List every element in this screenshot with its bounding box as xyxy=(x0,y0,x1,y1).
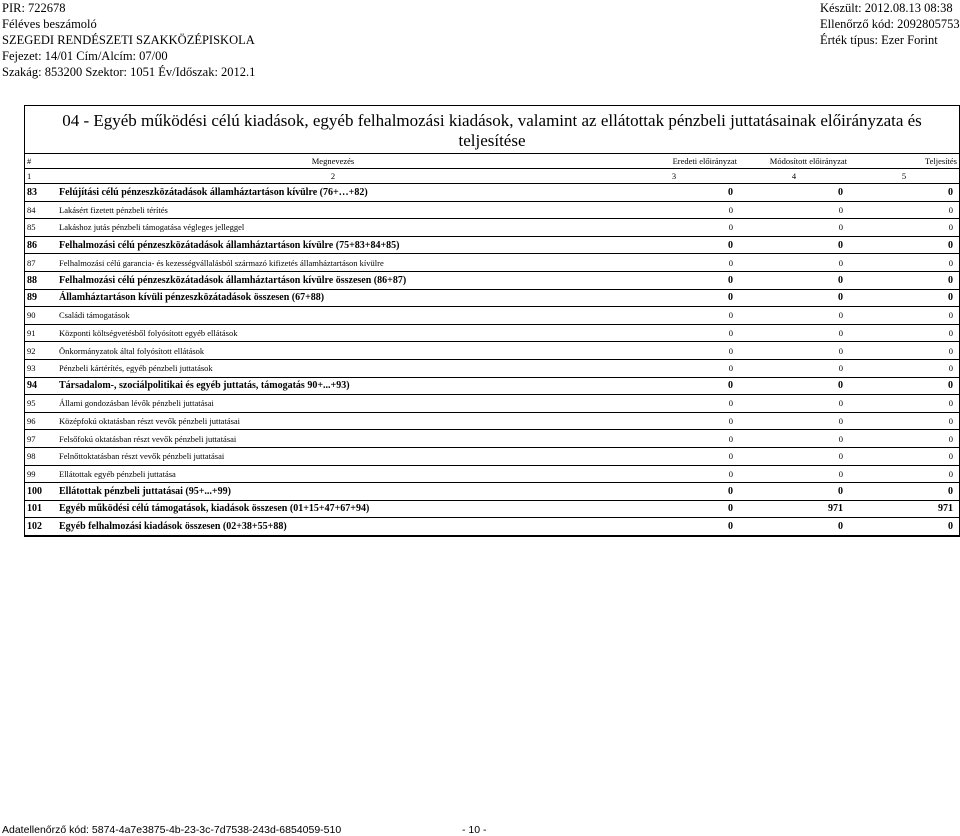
footer-check-code: Adatellenőrző kód: 5874-4a7e3875-4b-23-3c-7d7538-243d-6854059-510 xyxy=(2,824,342,836)
row-number: 91 xyxy=(25,324,57,342)
row-modified: 0 xyxy=(739,342,849,360)
table-row xyxy=(25,289,959,307)
row-completion: 0 xyxy=(849,342,959,360)
row-number: 89 xyxy=(25,289,57,307)
row-name: Lakáshoz jutás pénzbeli támogatása végleges jelleggel xyxy=(57,219,609,237)
header-report-type: Féléves beszámoló xyxy=(2,17,97,31)
row-name: Egyéb működési célú támogatások, kiadások összesen (01+15+47+67+94) xyxy=(57,500,609,518)
row-modified: 0 xyxy=(739,219,849,237)
table-row xyxy=(25,412,959,430)
row-modified: 0 xyxy=(739,201,849,219)
row-name: Felhalmozási célú garancia- és kezességvállalásból származó kifizetés államháztartáson kívülre xyxy=(57,254,609,272)
col-number-1: 1 xyxy=(25,169,57,184)
table-row xyxy=(25,395,959,413)
header-pir: PIR: 722678 xyxy=(2,1,66,15)
table-row xyxy=(25,219,959,237)
row-number: 92 xyxy=(25,342,57,360)
row-original: 0 xyxy=(609,359,739,377)
col-number-3: 3 xyxy=(609,169,739,184)
row-modified: 0 xyxy=(739,307,849,325)
row-name: Felújítási célú pénzeszközátadások államháztartáson kívülre (76+…+82) xyxy=(57,184,609,202)
row-modified: 0 xyxy=(739,254,849,272)
row-completion: 0 xyxy=(849,465,959,483)
row-number: 96 xyxy=(25,412,57,430)
row-completion: 0 xyxy=(849,307,959,325)
row-original: 0 xyxy=(609,236,739,254)
row-name: Központi költségvetésből folyósított egyéb ellátások xyxy=(57,324,609,342)
row-number: 100 xyxy=(25,483,57,501)
row-original: 0 xyxy=(609,307,739,325)
row-original: 0 xyxy=(609,465,739,483)
row-name: Államháztartáson kívüli pénzeszközátadások összesen (67+88) xyxy=(57,289,609,307)
row-original: 0 xyxy=(609,184,739,202)
row-completion: 0 xyxy=(849,518,959,536)
table-row xyxy=(25,465,959,483)
table-row xyxy=(25,201,959,219)
row-name: Középfokú oktatásban részt vevők pénzbeli juttatásai xyxy=(57,412,609,430)
table-row xyxy=(25,324,959,342)
row-completion: 0 xyxy=(849,324,959,342)
row-modified: 0 xyxy=(739,465,849,483)
row-original: 0 xyxy=(609,412,739,430)
row-name: Egyéb felhalmozási kiadások összesen (02+38+55+88) xyxy=(57,518,609,536)
col-number-4: 4 xyxy=(739,169,849,184)
row-number: 95 xyxy=(25,395,57,413)
row-modified: 971 xyxy=(739,500,849,518)
row-completion: 0 xyxy=(849,236,959,254)
row-completion: 0 xyxy=(849,377,959,395)
table-row xyxy=(25,430,959,448)
row-modified: 0 xyxy=(739,412,849,430)
row-number: 101 xyxy=(25,500,57,518)
row-completion: 971 xyxy=(849,500,959,518)
row-modified: 0 xyxy=(739,430,849,448)
row-modified: 0 xyxy=(739,289,849,307)
row-modified: 0 xyxy=(739,395,849,413)
row-modified: 0 xyxy=(739,236,849,254)
row-completion: 0 xyxy=(849,395,959,413)
row-name: Társadalom-, szociálpolitikai és egyéb juttatás, támogatás 90+...+93) xyxy=(57,377,609,395)
row-original: 0 xyxy=(609,430,739,448)
row-original: 0 xyxy=(609,201,739,219)
row-completion: 0 xyxy=(849,219,959,237)
row-number: 99 xyxy=(25,465,57,483)
column-number-row xyxy=(25,169,959,184)
header-institution: SZEGEDI RENDÉSZETI SZAKKÖZÉPISKOLA xyxy=(2,33,255,47)
table-row xyxy=(25,359,959,377)
row-completion: 0 xyxy=(849,483,959,501)
row-modified: 0 xyxy=(739,359,849,377)
row-completion: 0 xyxy=(849,430,959,448)
row-completion: 0 xyxy=(849,201,959,219)
row-modified: 0 xyxy=(739,324,849,342)
header-chapter: Fejezet: 14/01 Cím/Alcím: 07/00 xyxy=(2,49,168,63)
row-name: Pénzbeli kártérítés, egyéb pénzbeli juttatások xyxy=(57,359,609,377)
row-name: Állami gondozásban lévők pénzbeli juttatásai xyxy=(57,395,609,413)
row-completion: 0 xyxy=(849,412,959,430)
table-row xyxy=(25,184,959,202)
row-original: 0 xyxy=(609,324,739,342)
row-original: 0 xyxy=(609,447,739,465)
row-name: Önkormányzatok által folyósított ellátások xyxy=(57,342,609,360)
footer-page-number: - 10 - xyxy=(462,824,487,836)
table-row xyxy=(25,377,959,395)
row-number: 85 xyxy=(25,219,57,237)
table-row xyxy=(25,500,959,518)
row-original: 0 xyxy=(609,254,739,272)
row-number: 97 xyxy=(25,430,57,448)
row-name: Felnőttoktatásban részt vevők pénzbeli juttatásai xyxy=(57,447,609,465)
row-number: 84 xyxy=(25,201,57,219)
row-number: 86 xyxy=(25,236,57,254)
header-check-code: Ellenőrző kód: 2092805753 xyxy=(820,17,960,31)
row-modified: 0 xyxy=(739,518,849,536)
col-number-2: 2 xyxy=(57,169,609,184)
header-branch: Szakág: 853200 Szektor: 1051 Év/Időszak: 2012.1 xyxy=(2,65,256,79)
row-number: 87 xyxy=(25,254,57,272)
row-completion: 0 xyxy=(849,254,959,272)
header-value-type: Érték típus: Ezer Forint xyxy=(820,33,938,47)
table-row xyxy=(25,447,959,465)
report-table xyxy=(25,154,959,536)
col-header-original: Eredeti előirányzat xyxy=(609,154,739,169)
row-original: 0 xyxy=(609,518,739,536)
header-created: Készült: 2012.08.13 08:38 xyxy=(820,1,953,15)
header-left xyxy=(2,0,255,80)
table-row xyxy=(25,271,959,289)
row-completion: 0 xyxy=(849,447,959,465)
table-row xyxy=(25,483,959,501)
table-row xyxy=(25,236,959,254)
col-number-5: 5 xyxy=(849,169,959,184)
row-completion: 0 xyxy=(849,359,959,377)
row-completion: 0 xyxy=(849,184,959,202)
row-original: 0 xyxy=(609,342,739,360)
row-name: Családi támogatások xyxy=(57,307,609,325)
row-modified: 0 xyxy=(739,271,849,289)
row-modified: 0 xyxy=(739,483,849,501)
row-original: 0 xyxy=(609,500,739,518)
row-number: 94 xyxy=(25,377,57,395)
row-number: 98 xyxy=(25,447,57,465)
row-original: 0 xyxy=(609,271,739,289)
row-name: Ellátottak egyéb pénzbeli juttatása xyxy=(57,465,609,483)
table-row xyxy=(25,518,959,536)
table-row xyxy=(25,342,959,360)
report-box xyxy=(24,105,960,537)
row-name: Lakásért fizetett pénzbeli térítés xyxy=(57,201,609,219)
row-modified: 0 xyxy=(739,184,849,202)
row-name: Felhalmozási célú pénzeszközátadások államháztartáson kívülre összesen (86+87) xyxy=(57,271,609,289)
row-original: 0 xyxy=(609,219,739,237)
row-modified: 0 xyxy=(739,377,849,395)
row-original: 0 xyxy=(609,395,739,413)
row-modified: 0 xyxy=(739,447,849,465)
row-number: 88 xyxy=(25,271,57,289)
row-original: 0 xyxy=(609,483,739,501)
row-completion: 0 xyxy=(849,271,959,289)
row-completion: 0 xyxy=(849,289,959,307)
header-right xyxy=(820,0,960,48)
col-header-completion: Teljesítés xyxy=(849,154,959,169)
table-row xyxy=(25,254,959,272)
row-number: 83 xyxy=(25,184,57,202)
row-original: 0 xyxy=(609,377,739,395)
col-header-name: Megnevezés xyxy=(57,154,609,169)
col-header-number: # xyxy=(25,154,57,169)
row-number: 93 xyxy=(25,359,57,377)
row-original: 0 xyxy=(609,289,739,307)
col-header-modified: Módosított előirányzat xyxy=(739,154,849,169)
row-number: 102 xyxy=(25,518,57,536)
table-row xyxy=(25,307,959,325)
row-number: 90 xyxy=(25,307,57,325)
table-header-row xyxy=(25,154,959,169)
row-name: Felhalmozási célú pénzeszközátadások államháztartáson kívülre (75+83+84+85) xyxy=(57,236,609,254)
row-name: Felsőfokú oktatásban részt vevők pénzbeli juttatásai xyxy=(57,430,609,448)
report-title: 04 - Egyéb működési célú kiadások, egyéb felhalmozási kiadások, valamint az ellátottak pénzbeli juttatásainak előirányzata és teljesítése xyxy=(25,106,959,154)
row-name: Ellátottak pénzbeli juttatásai (95+...+99) xyxy=(57,483,609,501)
